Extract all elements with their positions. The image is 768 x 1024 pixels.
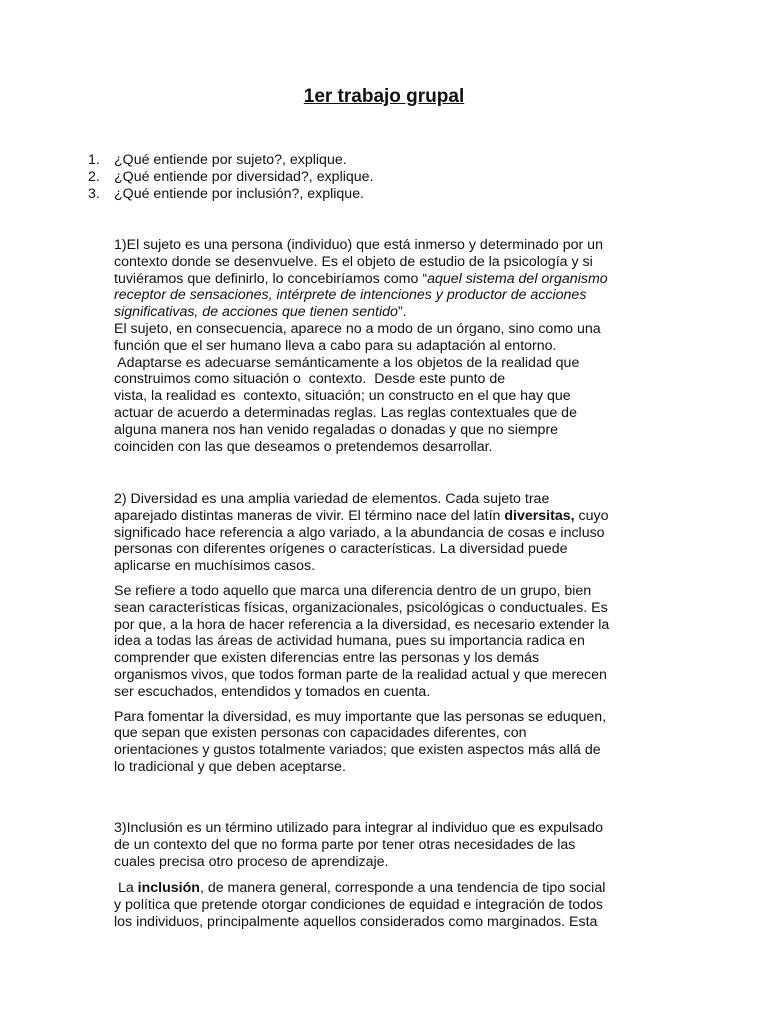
text-line: ser escuchados, entendidos y tomados en cuenta. xyxy=(114,683,431,700)
text-line: organismos vivos, que todos forman parte de la realidad actual y que merecen xyxy=(114,666,607,683)
text-line: función que el ser humano lleva a cabo para su adaptación al entorno. xyxy=(114,337,557,354)
question-list xyxy=(88,152,373,203)
list-item-number: 3. xyxy=(88,186,100,202)
text-line: por que, a la hora de hacer referencia a la diversidad, es necesario extender la xyxy=(114,616,610,633)
text-line: La xyxy=(114,880,138,897)
list-item xyxy=(88,186,373,203)
text-line: 2) Diversidad es una amplia variedad de elementos. Cada sujeto trae xyxy=(114,491,550,507)
text-line: que sepan que existen personas con capacidades diferentes, con xyxy=(114,725,527,742)
paragraph xyxy=(114,709,659,776)
text-line: aplicarse en muchísimos casos. xyxy=(114,558,316,575)
answer-section-diversidad xyxy=(114,491,659,776)
text-line: , de manera general, corresponde a una tendencia de tipo social xyxy=(199,880,606,897)
list-item xyxy=(88,152,373,169)
text-line: idea a todas las áreas de actividad humana, pues su importancia radica en xyxy=(114,633,585,650)
text-line: construimos como situación o contexto. Desde este punto de xyxy=(114,371,506,388)
text-line: lo tradicional y que deben aceptarse. xyxy=(114,758,346,775)
text-line: de un contexto del que no forma parte por tener otras necesidades de las xyxy=(114,836,576,853)
text-line: tuviéramos que definirlo, lo concebiríamos como “ xyxy=(114,270,428,287)
quote-italic: receptor de sensaciones, intérprete de intenciones y productor de acciones xyxy=(114,287,587,304)
bold-term: inclusión xyxy=(137,880,200,897)
text-line: comprender que existen diferencias entre las personas y los demás xyxy=(114,650,540,667)
text-line: 3)Inclusión es un término utilizado para integrar al individuo que es expulsado xyxy=(114,820,603,836)
list-item-text: ¿Qué entiende por inclusión?, explique. xyxy=(114,186,365,202)
list-item-number: 2. xyxy=(88,169,100,185)
paragraph xyxy=(114,491,659,575)
text-line: coinciden con las que deseamos o pretendemos desarrollar. xyxy=(114,438,493,455)
text-line: y política que pretende otorgar condiciones de equidad e integración de todos xyxy=(114,897,604,914)
paragraph xyxy=(114,820,659,870)
paragraph xyxy=(114,583,659,701)
list-item-text: ¿Qué entiende por sujeto?, explique. xyxy=(114,152,347,168)
text-line: Para fomentar la diversidad, es muy importante que las personas se eduquen, xyxy=(114,708,607,725)
answer-section-inclusion xyxy=(114,820,659,931)
text-line: Se refiere a todo aquello que marca una diferencia dentro de un grupo, bien xyxy=(114,582,592,599)
text-line: sean características físicas, organizacionales, psicológicas o conductuales. Es xyxy=(114,599,608,616)
paragraph xyxy=(114,237,659,455)
quote-italic: significativas, de acciones que tienen sentido xyxy=(114,304,398,321)
text-line: orientaciones y gustos totalmente variados; que existen aspectos más allá de xyxy=(114,742,601,759)
text-line: cuyo xyxy=(574,507,609,524)
list-item-text: ¿Qué entiende por diversidad?, explique. xyxy=(114,169,374,185)
text-line: Adaptarse es adecuarse semánticamente a los objetos de la realidad que xyxy=(114,354,580,371)
text-line: ”. xyxy=(397,304,407,321)
text-line: contexto donde se desenvuelve. Es el objeto de estudio de la psicología y si xyxy=(114,253,593,270)
bold-term: diversitas, xyxy=(504,507,575,524)
text-line: El sujeto, en consecuencia, aparece no a modo de un órgano, sino como una xyxy=(114,320,601,337)
text-line: alguna manera nos han venido regaladas o donadas y que no siempre xyxy=(114,421,559,438)
text-line: actuar de acuerdo a determinadas reglas. Las reglas contextuales que de xyxy=(114,404,577,421)
list-item-number: 1. xyxy=(88,152,100,168)
page-title: 1er trabajo grupal xyxy=(303,86,465,107)
paragraph xyxy=(114,880,659,930)
text-line: vista, la realidad es contexto, situación; un constructo en el que hay que xyxy=(114,388,571,405)
text-line: 1)El sujeto es una persona (individuo) que está inmerso y determinado por un xyxy=(114,237,603,253)
text-line: personas con diferentes orígenes o características. La diversidad puede xyxy=(114,541,568,558)
quote-italic: aquel sistema del organismo xyxy=(427,270,608,287)
list-item xyxy=(88,169,373,186)
text-line: aparejado distintas maneras de vivir. El término nace del latín xyxy=(114,507,505,524)
answer-section-sujeto xyxy=(114,237,659,455)
text-line: significado hace referencia a algo variado, a la abundancia de cosas e incluso xyxy=(114,524,605,541)
text-line: cuales precisa otro proceso de aprendizaje. xyxy=(114,853,389,870)
text-line: los individuos, principalmente aquellos considerados como marginados. Esta xyxy=(114,913,598,930)
